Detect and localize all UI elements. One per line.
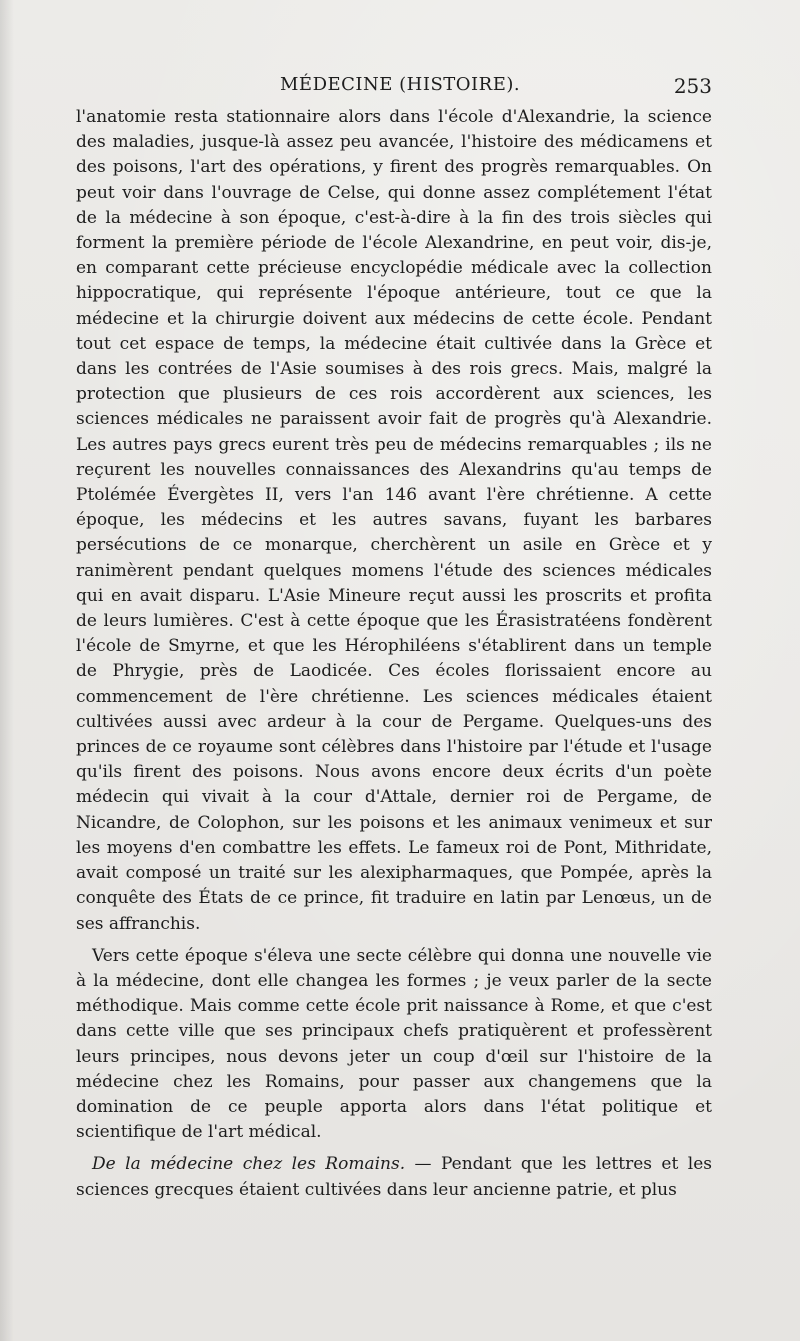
page-number: 253 xyxy=(673,74,712,98)
paragraph-1 xyxy=(76,105,712,937)
paragraph-2-text: Vers cette époque s'éleva une secte célèbre qui donna une nouvelle vie à la médecine, dont elle changea les formes ; je veux parler de la secte méthodique. Mais comme cette école prit naissance à Rome, et que c'est dans cette ville que ses principaux chefs pratiquèrent et professèrent leurs principes, nous devons jeter un coup d'œil sur l'histoire de la médecine chez les Romains, pour passer aux changemens que la domination de ce peuple apporta alors dans l'état politique et scientifique de l'art médical. xyxy=(76,945,712,1143)
paragraph-1-text: l'anatomie resta stationnaire alors dans l'école d'Alexandrie, la science des maladies, jusque-là assez peu avancée, l'histoire des médicamens et des poisons, l'art des opérations, y firent des progrès remarquables. On peut voir dans l'ouvrage de Celse, qui donne assez complétement l'état de la médecine à son époque, c'est-à-dire à la fin des trois siècles qui forment la première période de l'école Alexandrine, en peut voir, dis-je, en comparant cette précieuse encyclopédie médicale avec la collection hippocratique, qui représente l'époque antérieure, tout ce que la médecine et la chirurgie doivent aux médecins de cette école. Pendant tout cet espace de temps, la médecine était cultivée dans la Grèce et dans les contrées de l'Asie soumises à des rois grecs. Mais, malgré la protection que plusieurs de ces rois accordèrent aux sciences, les sciences médicales ne paraissent avoir fait de progrès qu'à Alexandrie. Les autres pays grecs eurent très peu de médecins remarquables ; ils ne reçurent les nouvelles connaissances des Alexandrins qu'au temps de Ptolémée Évergètes II, vers l'an 146 avant l'ère chrétienne. A cette époque, les médecins et les autres savans, fuyant les barbares persécutions de ce monarque, cherchèrent un asile en Grèce et y ranimèrent pendant quelques momens l'étude des sciences médicales qui en avait disparu. L'Asie Mineure reçut aussi les proscrits et profita de leurs lumières. C'est à cette époque que les Érasistratéens fondèrent l'école de Smyrne, et que les Hérophiléens s'établirent dans un temple de Phrygie, près de Laodicée. Ces écoles florissaient encore au commencement de l'ère chrétienne. Les sciences médicales étaient cultivées aussi avec ardeur à la cour de Pergame. Quelques-uns des princes de ce royaume sont célèbres dans l'histoire par l'étude et l'usage qu'ils firent des poisons. Nous avons encore deux écrits d'un poète médecin qui vivait à la cour d'Attale, dernier roi de Pergame, de Nicandre, de Colophon, sur les poisons et les animaux venimeux et sur les moyens d'en combattre les effets. Le fameux roi de Pont, Mithridate, avait composé un traité sur les alexipharmaques, que Pompée, après la conquête des États de ce prince, fit traduire en latin par Lenœus, un de ses affranchis. xyxy=(76,107,712,934)
running-head: MÉDECINE (HISTOIRE). xyxy=(280,74,521,95)
gutter-shadow xyxy=(0,0,14,1341)
page-header xyxy=(0,74,800,104)
paragraph-3 xyxy=(76,1152,712,1202)
page-body xyxy=(76,105,712,1203)
paragraph-3-text: — Pendant que les lettres et les sciences grecques étaient cultivées dans leur ancienne patrie, et plus xyxy=(76,1154,712,1200)
paragraph-2 xyxy=(76,944,712,1146)
section-heading: De la médecine chez les Romains. xyxy=(92,1154,406,1175)
